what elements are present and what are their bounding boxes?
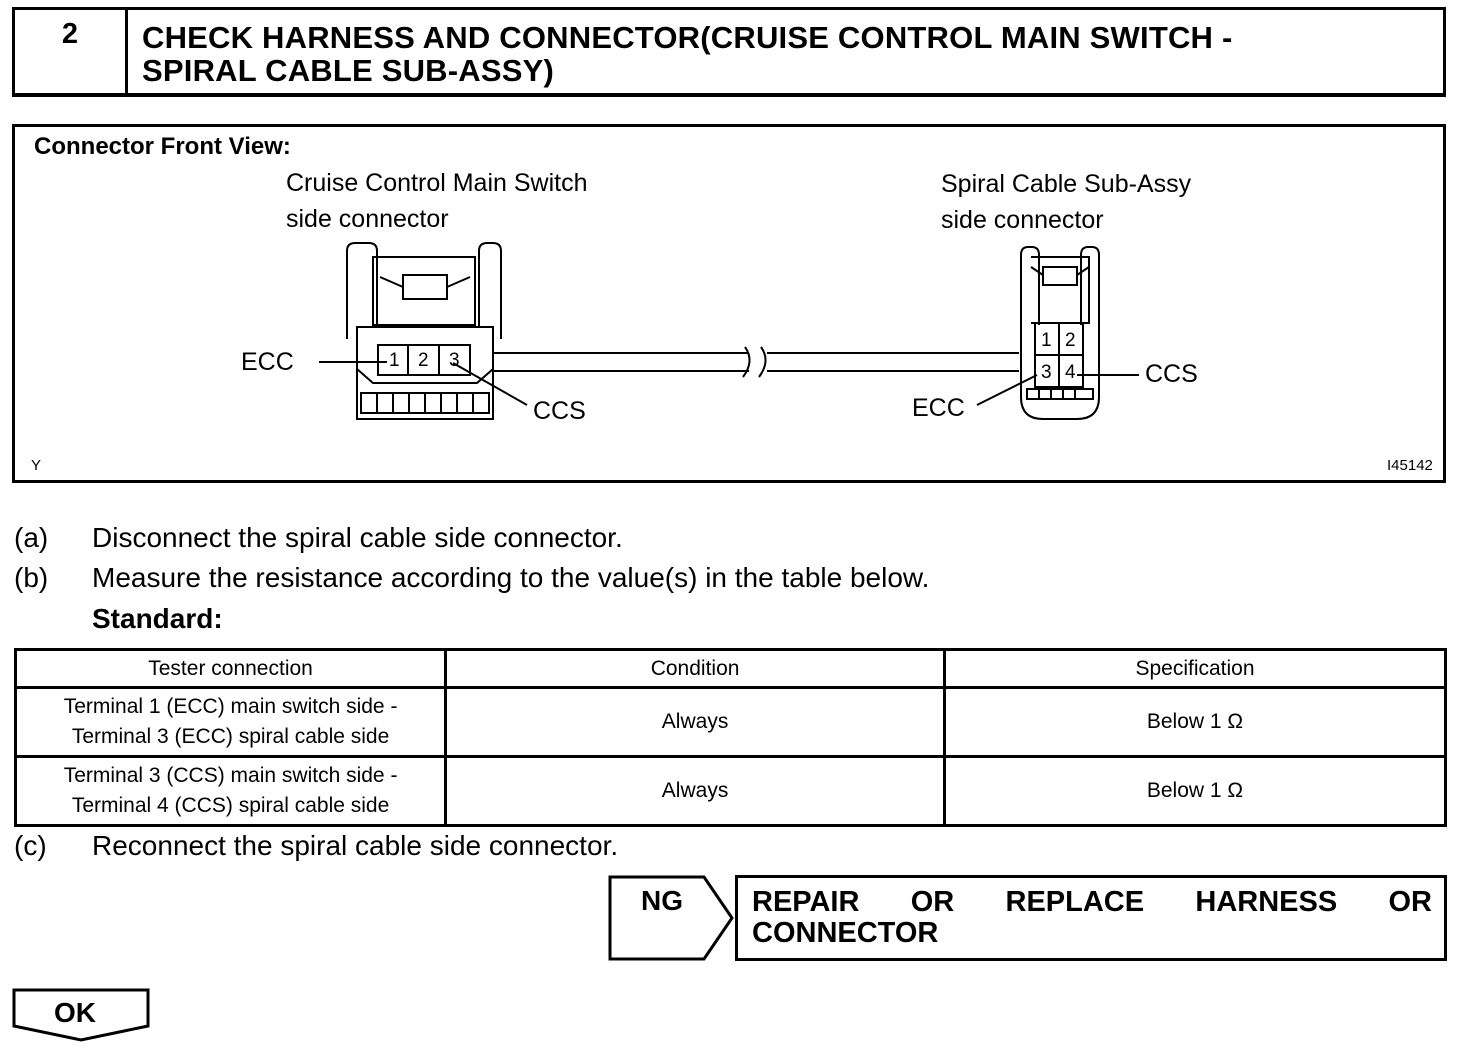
step-header [12, 7, 1446, 97]
ok-label: OK [54, 997, 96, 1028]
ng-arrow [608, 875, 740, 961]
ng-action-line2: CONNECTOR [752, 917, 939, 949]
ng-action-word: REPLACE [1005, 886, 1145, 918]
connection-line: Terminal 4 (CCS) spiral cable side [71, 794, 390, 817]
pin-label: 3 [449, 350, 460, 371]
step-c-text: Reconnect the spiral cable side connector. [92, 830, 619, 861]
spiral-cable-connector-label: Spiral Cable Sub-Assy side connector [941, 170, 1192, 234]
specification-cell: Below 1 Ω [945, 688, 1446, 757]
connection-line: Terminal 3 (CCS) main switch side - [63, 764, 398, 787]
corner-code: Y [31, 457, 42, 474]
step-title [128, 10, 1443, 93]
ng-action-line1 [752, 886, 1432, 919]
tester-connection-cell [16, 688, 446, 757]
spiral-cable-connector [1021, 247, 1099, 419]
step-a-text: Disconnect the spiral cable side connector. [92, 522, 623, 553]
table-row [16, 688, 1446, 757]
connection-line: Terminal 3 (ECC) spiral cable side [71, 725, 390, 748]
harness-cable [493, 347, 1019, 377]
connection-line: Terminal 1 (ECC) main switch side - [63, 695, 398, 718]
pin-label: 2 [418, 350, 429, 371]
tester-connection-cell [16, 757, 446, 826]
table-row [16, 757, 1446, 826]
ng-action-word: OR [910, 886, 955, 918]
ng-action-word: REPAIR [752, 886, 860, 918]
ng-label: NG [641, 885, 683, 916]
connector-figure [12, 124, 1446, 483]
column-header: Specification [945, 650, 1446, 688]
step-title-line2: SPIRAL CABLE SUB-ASSY) [142, 53, 555, 88]
ng-action-word: HARNESS [1195, 886, 1338, 918]
pin-label: 1 [389, 350, 400, 371]
connector-diagram [15, 127, 1443, 480]
main-switch-connector [347, 243, 501, 419]
step-b-text: Measure the resistance according to the value(s) in the table below. [92, 562, 930, 593]
table-header-row [16, 650, 1446, 688]
ecc-label-spiral: ECC [912, 394, 965, 422]
pin-label: 4 [1065, 362, 1076, 383]
ecc-label-main: ECC [241, 348, 294, 376]
ccs-label-main: CCS [533, 397, 586, 425]
ccs-label-spiral: CCS [1145, 360, 1198, 388]
ng-action-word: OR [1388, 886, 1432, 918]
condition-cell: Always [446, 757, 945, 826]
pin-label: 3 [1041, 362, 1052, 383]
step-b-letter: (b) [14, 562, 49, 593]
step-number: 2 [15, 10, 128, 93]
standard-label: Standard: [92, 603, 223, 634]
ng-action-box [735, 875, 1447, 961]
main-switch-connector-label: Cruise Control Main Switch side connector [286, 169, 588, 233]
pin-label: 2 [1065, 330, 1076, 351]
step-c-letter: (c) [14, 830, 47, 861]
spec-table [14, 648, 1447, 827]
column-header: Condition [446, 650, 945, 688]
step-title-line1: CHECK HARNESS AND CONNECTOR(CRUISE CONTROL MAIN SWITCH - [142, 20, 1233, 55]
pin-label: 1 [1041, 330, 1052, 351]
specification-cell: Below 1 Ω [945, 757, 1446, 826]
ok-arrow [12, 988, 152, 1044]
step-a-letter: (a) [14, 522, 49, 553]
column-header: Tester connection [16, 650, 446, 688]
figure-title: Connector Front View: [34, 133, 291, 160]
condition-cell: Always [446, 688, 945, 757]
figure-id: I45142 [1387, 457, 1433, 474]
